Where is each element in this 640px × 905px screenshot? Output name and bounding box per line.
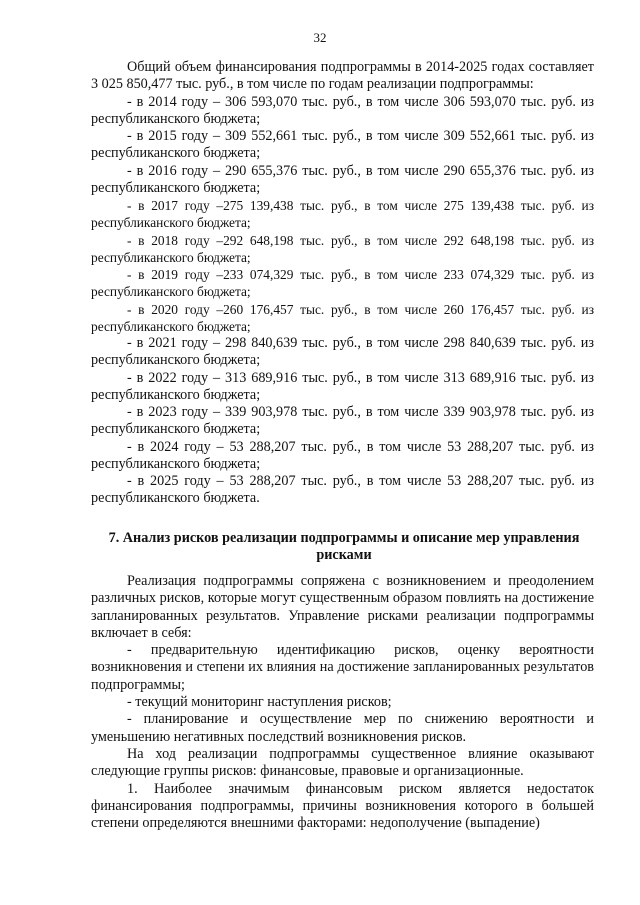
financing-year-2021: - в 2021 году – 298 840,639 тыс. руб., в том числе 298 840,639 тыс. руб. из республиканского бюджета; bbox=[91, 335, 594, 369]
financing-year-2022: - в 2022 году – 313 689,916 тыс. руб., в том числе 313 689,916 тыс. руб. из республиканского бюджета; bbox=[91, 369, 594, 403]
financing-year-2015: - в 2015 году – 309 552,661 тыс. руб., в том числе 309 552,661 тыс. руб. из республиканского бюджета; bbox=[91, 128, 594, 162]
risk-section bbox=[91, 573, 594, 832]
risk-list-item: - предварительную идентификацию рисков, оценку вероятности возникновения и степени их влияния на достижение запланированных результатов подпрограммы; bbox=[91, 642, 594, 693]
financing-year-2020: - в 2020 году –260 176,457 тыс. руб., в том числе 260 176,457 тыс. руб. из республиканского бюджета; bbox=[91, 301, 594, 334]
financing-section bbox=[91, 59, 594, 508]
financing-year-2014: - в 2014 году – 306 593,070 тыс. руб., в том числе 306 593,070 тыс. руб. из республиканского бюджета; bbox=[91, 93, 594, 127]
financing-year-2019: - в 2019 году –233 074,329 тыс. руб., в том числе 233 074,329 тыс. руб. из республиканского бюджета; bbox=[91, 267, 594, 300]
risk-paragraph-financial: 1. Наиболее значимым финансовым риском является недостаток финансирования подпрограммы, причины возникновения которого в большей степени определяются внешними факторами: недополучение (выпадение) bbox=[91, 780, 594, 832]
risk-list-item: - планирование и осуществление мер по снижению вероятности и уменьшению негативных последствий возникновения рисков. bbox=[91, 711, 594, 745]
financing-year-2016: - в 2016 году – 290 655,376 тыс. руб., в том числе 290 655,376 тыс. руб. из республиканского бюджета; bbox=[91, 162, 594, 196]
financing-year-2025: - в 2025 году – 53 288,207 тыс. руб., в том числе 53 288,207 тыс. руб. из республиканского бюджета. bbox=[91, 473, 594, 507]
financing-year-2024: - в 2024 году – 53 288,207 тыс. руб., в том числе 53 288,207 тыс. руб. из республиканского бюджета; bbox=[91, 438, 594, 472]
section-heading: 7. Анализ рисков реализации подпрограммы и описание мер управления рисками bbox=[108, 530, 580, 563]
financing-intro: Общий объем финансирования подпрограммы в 2014-2025 годах составляет 3 025 850,477 тыс. руб., в том числе по годам реализации подпрограммы: bbox=[91, 59, 594, 93]
page-number: 32 bbox=[313, 30, 327, 45]
risk-paragraph-intro: Реализация подпрограммы сопряжена с возникновением и преодолением различных рисков, которые могут существенным образом повлиять на достижение запланированных результатов. Управление рисками реализации подпрограммы включает в себя: bbox=[91, 573, 594, 641]
risk-list-item: - текущий мониторинг наступления рисков; bbox=[127, 694, 392, 711]
financing-year-2023: - в 2023 году – 339 903,978 тыс. руб., в том числе 339 903,978 тыс. руб. из республиканского бюджета; bbox=[91, 404, 594, 438]
risk-paragraph-groups: На ход реализации подпрограммы существенное влияние оказывают следующие группы рисков: финансовые, правовые и организационные. bbox=[91, 745, 594, 780]
financing-year-2018: - в 2018 году –292 648,198 тыс. руб., в том числе 292 648,198 тыс. руб. из республиканского бюджета; bbox=[91, 232, 594, 265]
financing-year-2017: - в 2017 году –275 139,438 тыс. руб., в том числе 275 139,438 тыс. руб. из республиканского бюджета; bbox=[91, 198, 594, 231]
